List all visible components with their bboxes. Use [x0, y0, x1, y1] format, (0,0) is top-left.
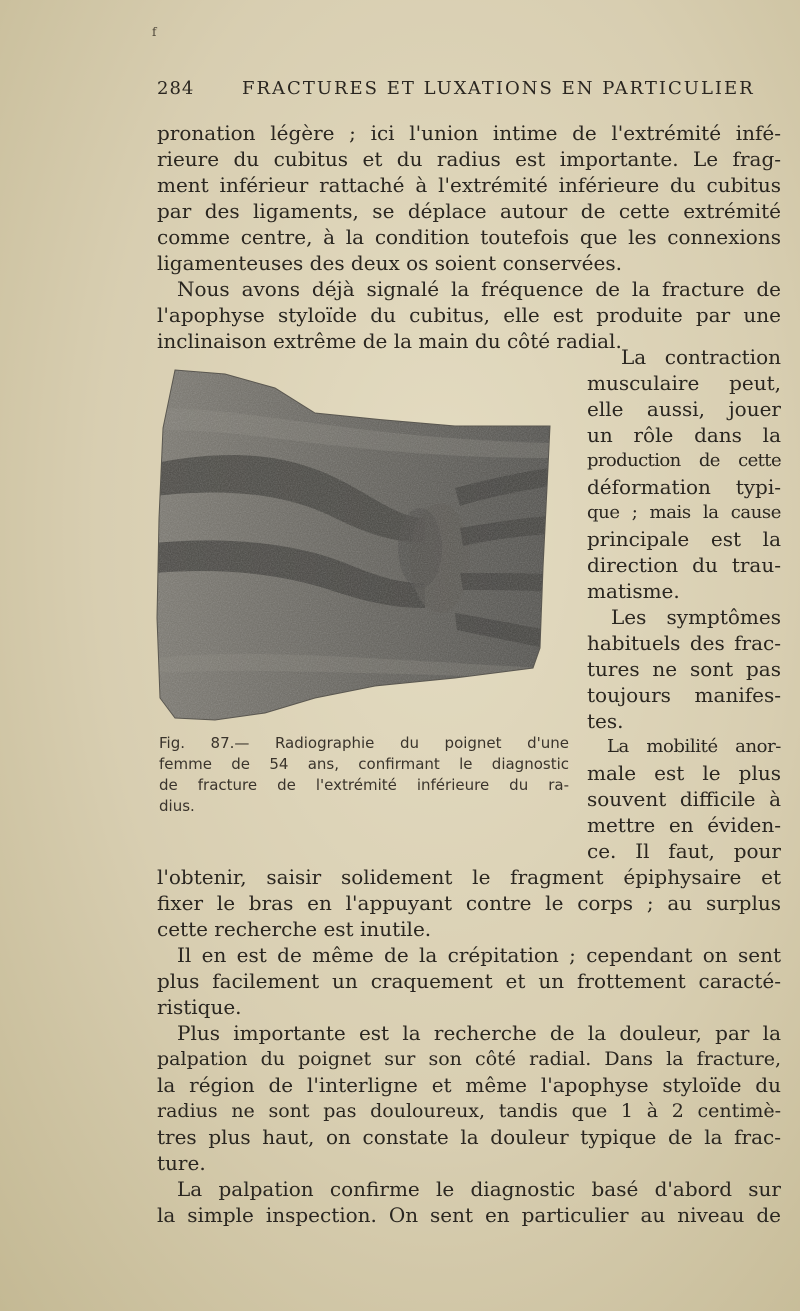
text-line: direction du trau-: [587, 553, 781, 577]
figure-caption-line: de fracture de l'extrémité inférieure du ra-: [159, 776, 569, 794]
running-title: FRACTURES ET LUXATIONS EN PARTICULIER: [242, 78, 755, 99]
text-line: mettre en éviden-: [587, 813, 781, 837]
text-line: l'obtenir, saisir solidement le fragment épiphysaire et: [157, 865, 781, 889]
text-line: Il en est de même de la crépitation ; cependant on sent: [177, 943, 781, 967]
text-line: ristique.: [157, 995, 242, 1019]
figure-caption-line: dius.: [159, 797, 195, 815]
text-line: tres plus haut, on constate la douleur typique de la frac-: [157, 1125, 781, 1149]
radiograph-image: [155, 368, 555, 725]
text-line: La mobilité anor-: [607, 736, 781, 757]
page-number: 284: [157, 78, 195, 99]
text-line: la région de l'interligne et même l'apophyse styloïde du: [157, 1073, 781, 1097]
text-line: La contraction: [621, 345, 781, 369]
text-line: comme centre, à la condition toutefois que les connexions: [157, 225, 781, 249]
text-line: plus facilement un craquement et un frottement caracté-: [157, 969, 781, 993]
corner-mark: f: [152, 25, 157, 39]
text-line: ment inférieur rattaché à l'extrémité inférieure du cubitus: [157, 173, 781, 197]
text-line: production de cette: [587, 450, 781, 471]
text-line: matisme.: [587, 579, 680, 603]
text-line: inclinaison extrême de la main du côté radial.: [157, 329, 622, 353]
text-line: La palpation confirme le diagnostic basé d'abord sur: [177, 1177, 781, 1201]
text-line: fixer le bras en l'appuyant contre le corps ; au surplus: [157, 891, 781, 915]
text-line: ture.: [157, 1151, 206, 1175]
text-line: principale est la: [587, 527, 781, 551]
text-line: ce. Il faut, pour: [587, 839, 781, 863]
text-line: Nous avons déjà signalé la fréquence de la fracture de: [177, 277, 781, 301]
wrist-radiograph-figure: [155, 368, 555, 725]
text-line: tures ne sont pas: [587, 657, 781, 681]
text-line: male est le plus: [587, 761, 781, 785]
text-line: elle aussi, jouer: [587, 397, 781, 421]
text-line: ligamenteuses des deux os soient conservées.: [157, 251, 622, 275]
text-line: habituels des frac-: [587, 631, 781, 655]
text-line: Les symptômes: [611, 605, 781, 629]
text-line: radius ne sont pas douloureux, tandis que 1 à 2 centimè-: [157, 1100, 781, 1122]
text-line: rieure du cubitus et du radius est importante. Le frag-: [157, 147, 781, 171]
text-line: Plus importante est la recherche de la douleur, par la: [177, 1021, 781, 1045]
figure-caption-line: Fig. 87.— Radiographie du poignet d'une: [159, 734, 569, 752]
text-line: un rôle dans la: [587, 423, 781, 447]
page-header: [157, 78, 784, 106]
text-line: cette recherche est inutile.: [157, 917, 432, 941]
text-line: l'apophyse styloïde du cubitus, elle est produite par une: [157, 303, 781, 327]
text-line: toujours manifes-: [587, 683, 781, 707]
text-line: souvent difficile à: [587, 787, 781, 811]
text-line: par des ligaments, se déplace autour de cette extrémité: [157, 199, 781, 223]
figure-caption-line: femme de 54 ans, confirmant le diagnostic: [159, 755, 569, 773]
text-line: musculaire peut,: [587, 371, 781, 395]
text-line: déformation typi-: [587, 475, 781, 499]
text-line: que ; mais la cause: [587, 502, 781, 523]
text-line: palpation du poignet sur son côté radial. Dans la fracture,: [157, 1048, 781, 1070]
text-line: tes.: [587, 709, 624, 733]
text-line: pronation légère ; ici l'union intime de l'extrémité infé-: [157, 121, 781, 145]
text-line: la simple inspection. On sent en particulier au niveau de: [157, 1203, 781, 1227]
